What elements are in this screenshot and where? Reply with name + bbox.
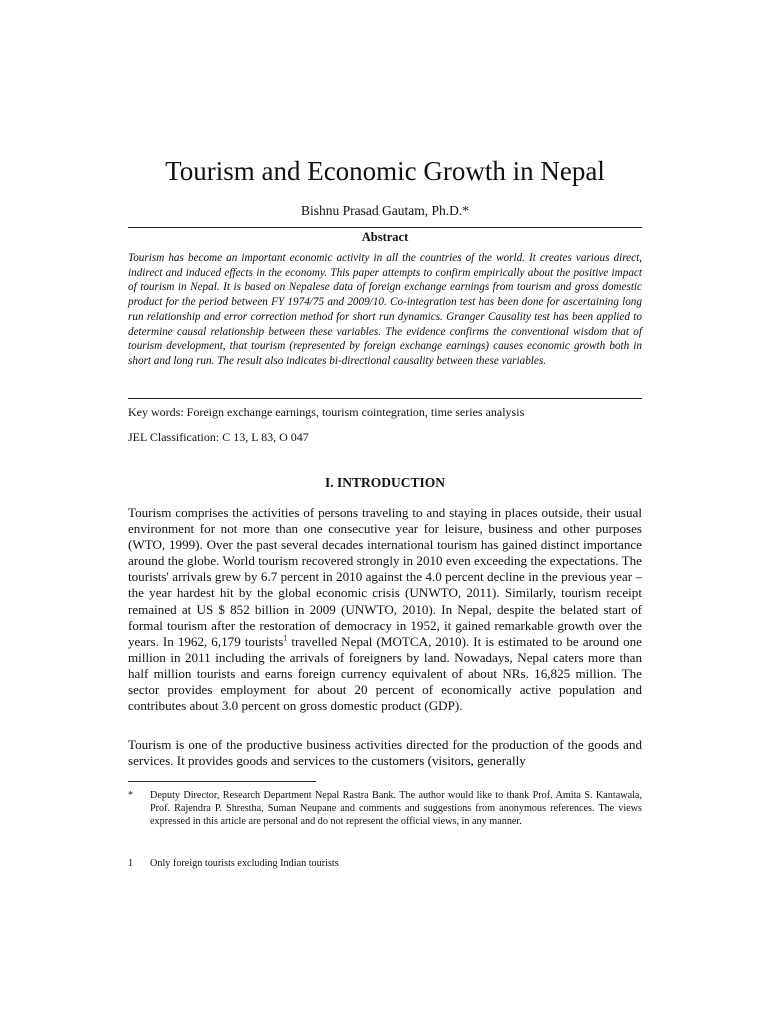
intro-paragraph-2: Tourism is one of the productive business activities directed for the production of the goods and services. It provides goods and services to the customers (visitors, generally bbox=[128, 737, 642, 769]
section-heading: I. INTRODUCTION bbox=[324, 475, 446, 490]
abstract-heading: Abstract bbox=[361, 230, 409, 244]
footnote-mark: 1 bbox=[128, 858, 134, 869]
footnote-text: Deputy Director, Research Department Nepal Rastra Bank. The author would like to thank Prof. Amita S. Kantawala, Prof. Rajendra P. Shrestha, Suman Neupane and comments and suggestions from anonymous references. The views expressed in this article are personal and do not represent the official views, in any manner. bbox=[150, 790, 642, 827]
intro-paragraph-1-part-a: Tourism comprises the activities of persons traveling to and staying in places outside, their usual environment for not more than one consecutive year for leisure, business and other purposes (WTO, 1999). Over the past several decades international tourism has gained distinct importance around the globe. World tourism recovered strongly in 2010 even exceeding the expectations. The tourists' arrivals grew by 6.7 percent in 2010 against the 4.0 percent decline in the previous year – the year hardest hit by the global economic crisis (UNWTO, 2011). Similarly, tourism receipt remained at US $ 852 billion in 2009 (UNWTO, 2010). In Nepal, despite the belated start of formal tourism after the restoration of democracy in 1952, it gained remarkable growth over the years. In 1962, 6,179 tourists bbox=[128, 505, 642, 649]
author-line: Bishnu Prasad Gautam, Ph.D.* bbox=[301, 203, 469, 218]
paper-title: Tourism and Economic Growth in Nepal bbox=[165, 156, 605, 186]
footnote-1 bbox=[128, 857, 642, 870]
intro-paragraph-1-part-b: travelled Nepal (MOTCA, 2010). It is estimated to be around one million in 2011 including the arrivals of foreigners by land. Nowadays, Nepal caters more than half million tourists and earns foreign currency equivalent of about NRs. 16,825 million. The sector provides employment for about 20 percent of economically active population and contributes about 3.0 percent on gross domestic product (GDP). bbox=[128, 633, 642, 714]
jel-classification: JEL Classification: C 13, L 83, O 047 bbox=[128, 430, 309, 444]
keywords: Key words: Foreign exchange earnings, tourism cointegration, time series analysis bbox=[128, 405, 525, 419]
abstract-text: Tourism has become an important economic activity in all the countries of the world. It creates various direct, indirect and induced effects in the economy. This paper attempts to confirm empirically about the positive impact of tourism in Nepal. It is based on Nepalese data of foreign exchange earnings from tourism and gross domestic product for the period between FY 1974/75 and 2009/10. Co-integration test has been done for ascertaining long run relationship and error correction method for short run dynamics. Granger Causality test has been applied to determine causal relationship between these variables. The evidence confirms the conventional wisdom that of tourism development, that tourism (represented by foreign exchange earnings) causes economic growth both in short and long run. The result also indicates bi-directional causality between these variables. bbox=[128, 252, 642, 367]
intro-paragraph-1 bbox=[128, 505, 642, 714]
footnote-separator bbox=[128, 781, 316, 782]
abstract-top-rule bbox=[128, 227, 642, 228]
abstract-bottom-rule bbox=[128, 398, 642, 399]
footnote-mark: * bbox=[128, 790, 134, 801]
footnote-author bbox=[128, 789, 642, 828]
footnote-text: Only foreign tourists excluding Indian tourists bbox=[150, 858, 339, 869]
footnote-ref-1: 1 bbox=[283, 633, 288, 643]
